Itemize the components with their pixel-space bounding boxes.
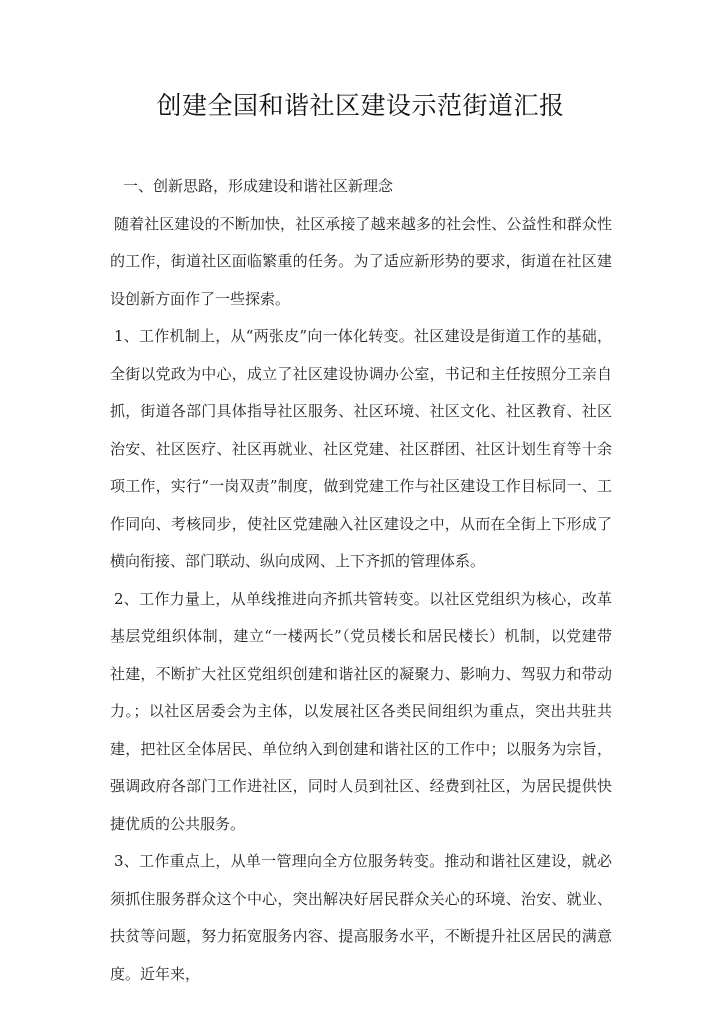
paragraph-work-mechanism: 1、工作机制上，从“两张皮”向一体化转变。社区建设是街道工作的基础，全街以党政为中心，成立了社区建设协调办公室，书记和主任按照分工亲自抓，街道各部门具体指导社区服务、社区环境、社区文化、社区教育、社区治安、社区医疗、社区再就业、社区党建、社区群团、社区计划生育等十余项工作，实行“一岗双责”制度，做到党建工作与社区建设工作目标同一、工作同向、考核同步，使社区党建融入社区建设之中，从而在全街上下形成了横向衔接、部门联动、纵向成网、上下齐抓的管理体系。 [110, 327, 612, 570]
paragraph-work-force: 2、工作力量上，从单线推进向齐抓共管转变。以社区党组织为核心，改革基层党组织体制，建立“一楼两长”（党员楼长和居民楼长）机制，以党建带社建，不断扩大社区党组织创建和谐社区的凝聚力、影响力、驾驭力和带动力。；以社区居委会为主体，以发展社区各类民间组织为重点，突出共驻共建，把社区全体居民、单位纳入到创建和谐社区的工作中；以服务为宗旨，强调政府各部门工作进社区，同时人员到社区、经费到社区，为居民提供快捷优质的公共服务。 [110, 589, 612, 833]
section-heading: 一、创新思路，形成建设和谐社区新理念 [123, 177, 394, 195]
intro-paragraph: 随着社区建设的不断加快，社区承接了越来越多的社会性、公益性和群众性的工作，街道社区面临繁重的任务。为了适应新形势的要求，街道在社区建设创新方面作了一些探索。 [110, 214, 612, 308]
document-title: 创建全国和谐社区建设示范街道汇报 [156, 91, 565, 120]
paragraph-work-focus: 3、工作重点上，从单一管理向全方位服务转变。推动和谐社区建设，就必须抓住服务群众这个中心，突出解决好居民群众关心的环境、治安、就业、扶贫等问题，努力拓宽服务内容、提高服务水平，不断提升社区居民的满意度。近年来， [110, 852, 612, 983]
document-body [110, 168, 612, 993]
